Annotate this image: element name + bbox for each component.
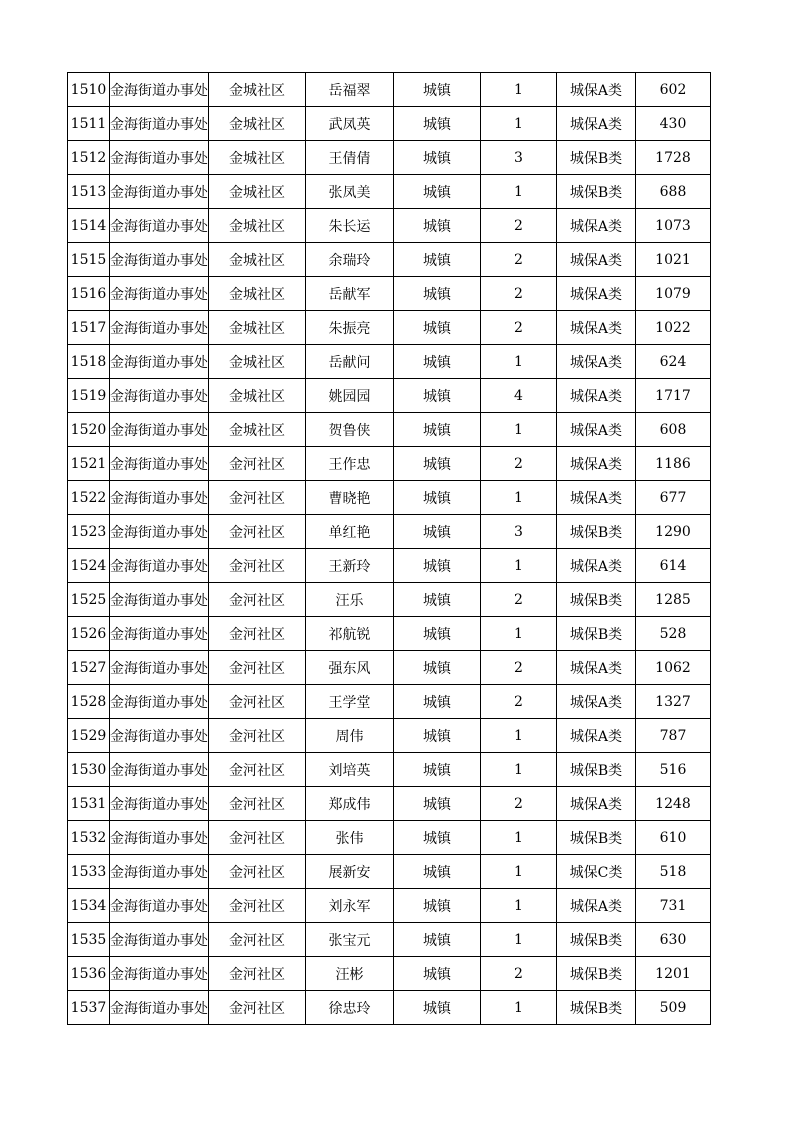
community-cell: 金河社区	[209, 923, 306, 957]
table-row	[68, 651, 711, 685]
serial-number-cell: 1526	[68, 617, 110, 651]
amount-cell: 677	[636, 481, 711, 515]
member-count-cell: 2	[481, 277, 557, 311]
amount-cell: 1717	[636, 379, 711, 413]
street-office-cell: 金海街道办事处	[110, 753, 209, 787]
name-cell: 周伟	[306, 719, 394, 753]
household-type-cell: 城镇	[394, 447, 481, 481]
household-type-cell: 城镇	[394, 549, 481, 583]
serial-number-cell: 1524	[68, 549, 110, 583]
table-row	[68, 277, 711, 311]
serial-number-cell: 1534	[68, 889, 110, 923]
household-type-cell: 城镇	[394, 957, 481, 991]
household-type-cell: 城镇	[394, 991, 481, 1025]
name-cell: 朱长运	[306, 209, 394, 243]
name-cell: 祁航锐	[306, 617, 394, 651]
community-cell: 金城社区	[209, 107, 306, 141]
table-row	[68, 141, 711, 175]
table-row	[68, 957, 711, 991]
member-count-cell: 2	[481, 583, 557, 617]
name-cell: 刘培英	[306, 753, 394, 787]
amount-cell: 624	[636, 345, 711, 379]
household-type-cell: 城镇	[394, 141, 481, 175]
category-cell: 城保A类	[557, 209, 636, 243]
member-count-cell: 2	[481, 651, 557, 685]
community-cell: 金河社区	[209, 617, 306, 651]
serial-number-cell: 1527	[68, 651, 110, 685]
serial-number-cell: 1515	[68, 243, 110, 277]
serial-number-cell: 1535	[68, 923, 110, 957]
street-office-cell: 金海街道办事处	[110, 277, 209, 311]
name-cell: 岳福翠	[306, 73, 394, 107]
member-count-cell: 1	[481, 413, 557, 447]
serial-number-cell: 1514	[68, 209, 110, 243]
serial-number-cell: 1520	[68, 413, 110, 447]
community-cell: 金河社区	[209, 685, 306, 719]
community-cell: 金河社区	[209, 719, 306, 753]
table-row	[68, 175, 711, 209]
street-office-cell: 金海街道办事处	[110, 345, 209, 379]
table-row	[68, 583, 711, 617]
community-cell: 金河社区	[209, 515, 306, 549]
community-cell: 金城社区	[209, 209, 306, 243]
serial-number-cell: 1531	[68, 787, 110, 821]
category-cell: 城保B类	[557, 753, 636, 787]
member-count-cell: 1	[481, 617, 557, 651]
street-office-cell: 金海街道办事处	[110, 855, 209, 889]
street-office-cell: 金海街道办事处	[110, 685, 209, 719]
community-cell: 金城社区	[209, 379, 306, 413]
serial-number-cell: 1530	[68, 753, 110, 787]
table-row	[68, 243, 711, 277]
name-cell: 王学堂	[306, 685, 394, 719]
member-count-cell: 1	[481, 175, 557, 209]
household-type-cell: 城镇	[394, 753, 481, 787]
category-cell: 城保B类	[557, 175, 636, 209]
table-row	[68, 719, 711, 753]
category-cell: 城保A类	[557, 651, 636, 685]
household-type-cell: 城镇	[394, 73, 481, 107]
amount-cell: 731	[636, 889, 711, 923]
amount-cell: 509	[636, 991, 711, 1025]
community-cell: 金河社区	[209, 583, 306, 617]
street-office-cell: 金海街道办事处	[110, 141, 209, 175]
amount-cell: 528	[636, 617, 711, 651]
amount-cell: 1285	[636, 583, 711, 617]
household-type-cell: 城镇	[394, 515, 481, 549]
table-row	[68, 549, 711, 583]
amount-cell: 610	[636, 821, 711, 855]
name-cell: 张凤美	[306, 175, 394, 209]
serial-number-cell: 1533	[68, 855, 110, 889]
name-cell: 岳献军	[306, 277, 394, 311]
category-cell: 城保A类	[557, 481, 636, 515]
amount-cell: 1079	[636, 277, 711, 311]
amount-cell: 630	[636, 923, 711, 957]
amount-cell: 1248	[636, 787, 711, 821]
member-count-cell: 2	[481, 209, 557, 243]
table-row	[68, 345, 711, 379]
category-cell: 城保B类	[557, 583, 636, 617]
household-type-cell: 城镇	[394, 481, 481, 515]
category-cell: 城保A类	[557, 413, 636, 447]
street-office-cell: 金海街道办事处	[110, 311, 209, 345]
community-cell: 金城社区	[209, 175, 306, 209]
serial-number-cell: 1532	[68, 821, 110, 855]
household-type-cell: 城镇	[394, 719, 481, 753]
amount-cell: 430	[636, 107, 711, 141]
category-cell: 城保A类	[557, 345, 636, 379]
household-type-cell: 城镇	[394, 889, 481, 923]
table-row	[68, 209, 711, 243]
table-row	[68, 617, 711, 651]
community-cell: 金河社区	[209, 651, 306, 685]
member-count-cell: 4	[481, 379, 557, 413]
category-cell: 城保A类	[557, 379, 636, 413]
serial-number-cell: 1523	[68, 515, 110, 549]
category-cell: 城保A类	[557, 889, 636, 923]
household-type-cell: 城镇	[394, 209, 481, 243]
serial-number-cell: 1529	[68, 719, 110, 753]
table-row	[68, 481, 711, 515]
name-cell: 姚园园	[306, 379, 394, 413]
street-office-cell: 金海街道办事处	[110, 243, 209, 277]
category-cell: 城保A类	[557, 73, 636, 107]
community-cell: 金河社区	[209, 753, 306, 787]
serial-number-cell: 1513	[68, 175, 110, 209]
category-cell: 城保C类	[557, 855, 636, 889]
community-cell: 金城社区	[209, 141, 306, 175]
member-count-cell: 1	[481, 345, 557, 379]
table-row	[68, 413, 711, 447]
member-count-cell: 3	[481, 141, 557, 175]
name-cell: 岳献问	[306, 345, 394, 379]
community-cell: 金河社区	[209, 447, 306, 481]
category-cell: 城保A类	[557, 685, 636, 719]
household-type-cell: 城镇	[394, 277, 481, 311]
category-cell: 城保A类	[557, 549, 636, 583]
member-count-cell: 1	[481, 73, 557, 107]
household-type-cell: 城镇	[394, 685, 481, 719]
serial-number-cell: 1525	[68, 583, 110, 617]
table-row	[68, 73, 711, 107]
category-cell: 城保A类	[557, 447, 636, 481]
amount-cell: 787	[636, 719, 711, 753]
table-row	[68, 447, 711, 481]
street-office-cell: 金海街道办事处	[110, 617, 209, 651]
table-body	[68, 73, 711, 1025]
table-row	[68, 821, 711, 855]
table-row	[68, 107, 711, 141]
street-office-cell: 金海街道办事处	[110, 209, 209, 243]
member-count-cell: 2	[481, 311, 557, 345]
data-table	[67, 72, 711, 1025]
street-office-cell: 金海街道办事处	[110, 481, 209, 515]
serial-number-cell: 1510	[68, 73, 110, 107]
community-cell: 金河社区	[209, 991, 306, 1025]
community-cell: 金城社区	[209, 311, 306, 345]
household-type-cell: 城镇	[394, 787, 481, 821]
amount-cell: 688	[636, 175, 711, 209]
member-count-cell: 1	[481, 481, 557, 515]
street-office-cell: 金海街道办事处	[110, 379, 209, 413]
name-cell: 展新安	[306, 855, 394, 889]
member-count-cell: 1	[481, 821, 557, 855]
street-office-cell: 金海街道办事处	[110, 73, 209, 107]
name-cell: 强东风	[306, 651, 394, 685]
category-cell: 城保A类	[557, 277, 636, 311]
member-count-cell: 2	[481, 957, 557, 991]
street-office-cell: 金海街道办事处	[110, 719, 209, 753]
street-office-cell: 金海街道办事处	[110, 175, 209, 209]
table-row	[68, 685, 711, 719]
category-cell: 城保B类	[557, 957, 636, 991]
table-row	[68, 379, 711, 413]
serial-number-cell: 1537	[68, 991, 110, 1025]
table-row	[68, 991, 711, 1025]
category-cell: 城保B类	[557, 821, 636, 855]
household-type-cell: 城镇	[394, 107, 481, 141]
street-office-cell: 金海街道办事处	[110, 447, 209, 481]
table-row	[68, 787, 711, 821]
name-cell: 王倩倩	[306, 141, 394, 175]
community-cell: 金城社区	[209, 73, 306, 107]
street-office-cell: 金海街道办事处	[110, 991, 209, 1025]
street-office-cell: 金海街道办事处	[110, 957, 209, 991]
member-count-cell: 2	[481, 447, 557, 481]
street-office-cell: 金海街道办事处	[110, 583, 209, 617]
household-type-cell: 城镇	[394, 413, 481, 447]
community-cell: 金河社区	[209, 787, 306, 821]
street-office-cell: 金海街道办事处	[110, 651, 209, 685]
name-cell: 曹晓艳	[306, 481, 394, 515]
serial-number-cell: 1518	[68, 345, 110, 379]
name-cell: 张宝元	[306, 923, 394, 957]
amount-cell: 518	[636, 855, 711, 889]
household-type-cell: 城镇	[394, 311, 481, 345]
amount-cell: 1201	[636, 957, 711, 991]
member-count-cell: 2	[481, 243, 557, 277]
amount-cell: 1022	[636, 311, 711, 345]
amount-cell: 1021	[636, 243, 711, 277]
community-cell: 金河社区	[209, 889, 306, 923]
member-count-cell: 2	[481, 685, 557, 719]
household-type-cell: 城镇	[394, 855, 481, 889]
category-cell: 城保A类	[557, 787, 636, 821]
member-count-cell: 1	[481, 549, 557, 583]
category-cell: 城保B类	[557, 515, 636, 549]
amount-cell: 516	[636, 753, 711, 787]
name-cell: 张伟	[306, 821, 394, 855]
table-row	[68, 753, 711, 787]
community-cell: 金河社区	[209, 855, 306, 889]
serial-number-cell: 1517	[68, 311, 110, 345]
amount-cell: 1062	[636, 651, 711, 685]
table-row	[68, 311, 711, 345]
name-cell: 汪彬	[306, 957, 394, 991]
household-type-cell: 城镇	[394, 175, 481, 209]
member-count-cell: 1	[481, 889, 557, 923]
category-cell: 城保A类	[557, 719, 636, 753]
name-cell: 刘永军	[306, 889, 394, 923]
category-cell: 城保A类	[557, 107, 636, 141]
household-type-cell: 城镇	[394, 379, 481, 413]
community-cell: 金城社区	[209, 243, 306, 277]
community-cell: 金河社区	[209, 481, 306, 515]
member-count-cell: 1	[481, 753, 557, 787]
community-cell: 金河社区	[209, 821, 306, 855]
household-type-cell: 城镇	[394, 345, 481, 379]
name-cell: 郑成伟	[306, 787, 394, 821]
serial-number-cell: 1522	[68, 481, 110, 515]
member-count-cell: 1	[481, 719, 557, 753]
household-type-cell: 城镇	[394, 243, 481, 277]
amount-cell: 1728	[636, 141, 711, 175]
street-office-cell: 金海街道办事处	[110, 787, 209, 821]
community-cell: 金城社区	[209, 277, 306, 311]
amount-cell: 1327	[636, 685, 711, 719]
table-row	[68, 515, 711, 549]
amount-cell: 1186	[636, 447, 711, 481]
household-type-cell: 城镇	[394, 821, 481, 855]
member-count-cell: 1	[481, 855, 557, 889]
street-office-cell: 金海街道办事处	[110, 549, 209, 583]
category-cell: 城保B类	[557, 991, 636, 1025]
name-cell: 王新玲	[306, 549, 394, 583]
name-cell: 贺鲁侠	[306, 413, 394, 447]
member-count-cell: 1	[481, 923, 557, 957]
member-count-cell: 2	[481, 787, 557, 821]
amount-cell: 614	[636, 549, 711, 583]
serial-number-cell: 1536	[68, 957, 110, 991]
amount-cell: 1290	[636, 515, 711, 549]
category-cell: 城保B类	[557, 923, 636, 957]
household-type-cell: 城镇	[394, 617, 481, 651]
serial-number-cell: 1516	[68, 277, 110, 311]
serial-number-cell: 1512	[68, 141, 110, 175]
category-cell: 城保A类	[557, 243, 636, 277]
community-cell: 金城社区	[209, 413, 306, 447]
name-cell: 单红艳	[306, 515, 394, 549]
household-type-cell: 城镇	[394, 583, 481, 617]
serial-number-cell: 1511	[68, 107, 110, 141]
name-cell: 朱振亮	[306, 311, 394, 345]
serial-number-cell: 1521	[68, 447, 110, 481]
category-cell: 城保A类	[557, 311, 636, 345]
street-office-cell: 金海街道办事处	[110, 889, 209, 923]
amount-cell: 602	[636, 73, 711, 107]
street-office-cell: 金海街道办事处	[110, 821, 209, 855]
household-type-cell: 城镇	[394, 923, 481, 957]
community-cell: 金城社区	[209, 345, 306, 379]
household-type-cell: 城镇	[394, 651, 481, 685]
category-cell: 城保B类	[557, 617, 636, 651]
amount-cell: 608	[636, 413, 711, 447]
table-row	[68, 923, 711, 957]
name-cell: 汪乐	[306, 583, 394, 617]
member-count-cell: 1	[481, 107, 557, 141]
street-office-cell: 金海街道办事处	[110, 515, 209, 549]
community-cell: 金河社区	[209, 957, 306, 991]
amount-cell: 1073	[636, 209, 711, 243]
member-count-cell: 1	[481, 991, 557, 1025]
member-count-cell: 3	[481, 515, 557, 549]
serial-number-cell: 1519	[68, 379, 110, 413]
street-office-cell: 金海街道办事处	[110, 923, 209, 957]
name-cell: 王作忠	[306, 447, 394, 481]
category-cell: 城保B类	[557, 141, 636, 175]
name-cell: 徐忠玲	[306, 991, 394, 1025]
name-cell: 余瑞玲	[306, 243, 394, 277]
street-office-cell: 金海街道办事处	[110, 413, 209, 447]
serial-number-cell: 1528	[68, 685, 110, 719]
table-row	[68, 855, 711, 889]
name-cell: 武凤英	[306, 107, 394, 141]
street-office-cell: 金海街道办事处	[110, 107, 209, 141]
table-row	[68, 889, 711, 923]
community-cell: 金河社区	[209, 549, 306, 583]
